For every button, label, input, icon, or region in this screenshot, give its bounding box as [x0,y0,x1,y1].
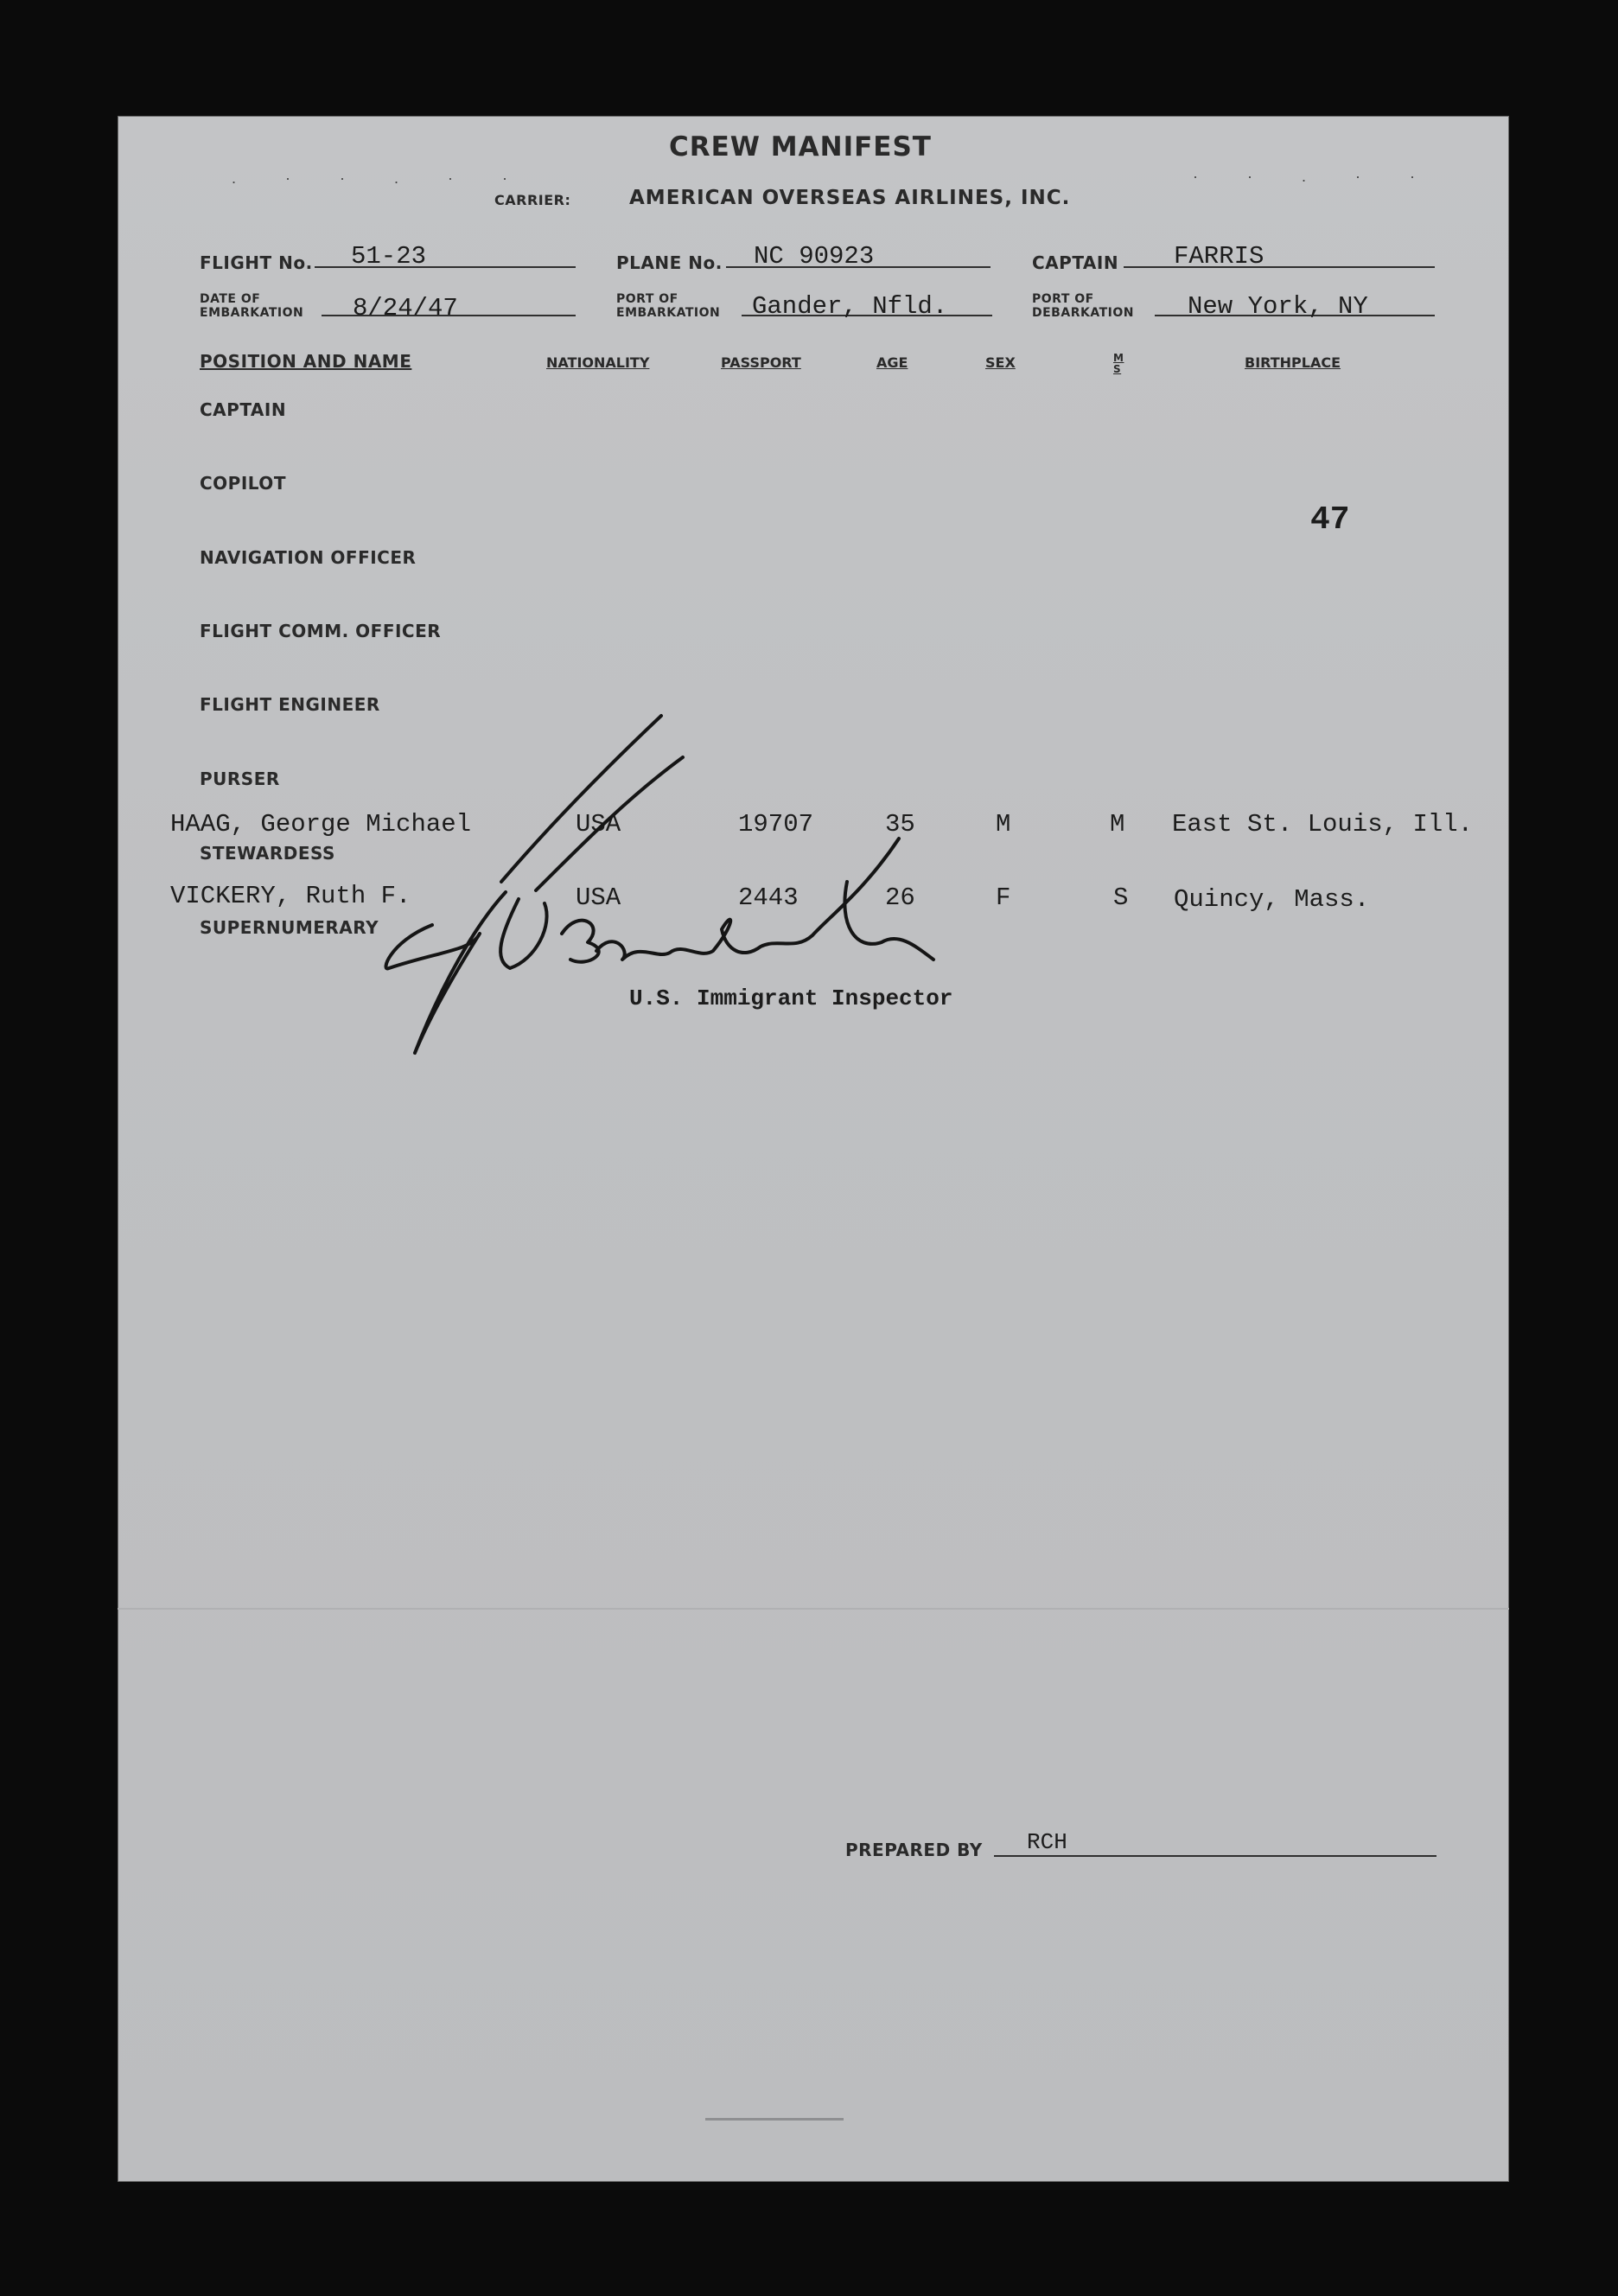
port-deb-label-line1: PORT OF [1032,292,1094,306]
position-flight-engineer: FLIGHT ENGINEER [200,694,380,715]
smudge-mark [705,2118,844,2121]
carrier-value: AMERICAN OVERSEAS AIRLINES, INC. [629,187,1071,209]
crew-row-1-birthplace: East St. Louis, Ill. [1172,810,1474,839]
crew-row-1-nationality: USA [576,810,621,839]
flight-no-label: FLIGHT No. [200,252,313,273]
captain-line [1124,266,1435,268]
flight-no-value: 51-23 [351,242,427,271]
carrier-label: CARRIER: [494,192,571,208]
port-deb-value: New York, NY [1188,292,1368,321]
col-marital-s: S [1113,363,1122,375]
position-supernumerary: SUPERNUMERARY [200,917,379,938]
captain-value: FARRIS [1174,242,1264,271]
col-position-and-name: POSITION AND NAME [200,351,412,372]
port-emb-label [616,292,720,320]
document-title: CREW MANIFEST [669,131,932,163]
prepared-by-value: RCH [1027,1829,1067,1855]
col-marital [1113,353,1124,375]
manifest-sheet [118,116,1509,2182]
paper-fold [118,1608,1509,1610]
speckle-dots-left: . · · . · · [232,169,530,187]
col-sex: SEX [985,354,1016,371]
crew-row-2-nationality: USA [576,883,621,912]
position-captain: CAPTAIN [200,399,287,420]
position-copilot: COPILOT [200,473,286,494]
page-number: 47 [1310,501,1350,539]
crew-row-2-marital: S [1113,883,1129,912]
position-stewardess: STEWARDESS [200,843,335,864]
position-purser: PURSER [200,769,280,789]
col-nationality: NATIONALITY [546,354,650,371]
position-flight-comm-officer: FLIGHT COMM. OFFICER [200,621,442,641]
crew-row-1-marital: M [1110,810,1125,839]
position-navigation-officer: NAVIGATION OFFICER [200,547,417,568]
date-label-line2: EMBARKATION [200,306,304,320]
captain-label: CAPTAIN [1032,252,1119,273]
col-age: AGE [876,354,908,371]
port-emb-value: Gander, Nfld. [752,292,948,321]
col-passport: PASSPORT [721,354,801,371]
col-birthplace: BIRTHPLACE [1245,354,1341,371]
plane-no-label: PLANE No. [616,252,723,273]
crew-row-2-name: VICKERY, Ruth F. [170,882,411,910]
date-value: 8/24/47 [353,294,458,322]
crew-row-2-birthplace: Quincy, Mass. [1174,885,1370,914]
crew-row-2-age: 26 [885,883,915,912]
crew-row-1-name: HAAG, George Michael [170,810,472,839]
crew-row-1-age: 35 [885,810,915,839]
date-label [200,292,303,320]
prepared-by-label: PREPARED BY [845,1840,983,1860]
crew-row-1-passport: 19707 [738,810,814,839]
speckle-dots-right: · · . · · [1193,168,1437,185]
date-label-line1: DATE OF [200,292,261,306]
port-deb-label-line2: DEBARKATION [1032,306,1134,320]
crew-row-1-sex: M [996,810,1011,839]
port-emb-label-line2: EMBARKATION [616,306,721,320]
port-deb-label [1032,292,1134,320]
inspector-title: U.S. Immigrant Inspector [629,985,953,1011]
crew-row-2-sex: F [996,883,1011,912]
plane-no-value: NC 90923 [754,242,875,271]
port-emb-label-line1: PORT OF [616,292,678,306]
crew-row-2-passport: 2443 [738,883,799,912]
col-marital-m: M [1113,352,1124,364]
prepared-by-line [994,1855,1436,1857]
inspector-signature [328,709,1003,1072]
